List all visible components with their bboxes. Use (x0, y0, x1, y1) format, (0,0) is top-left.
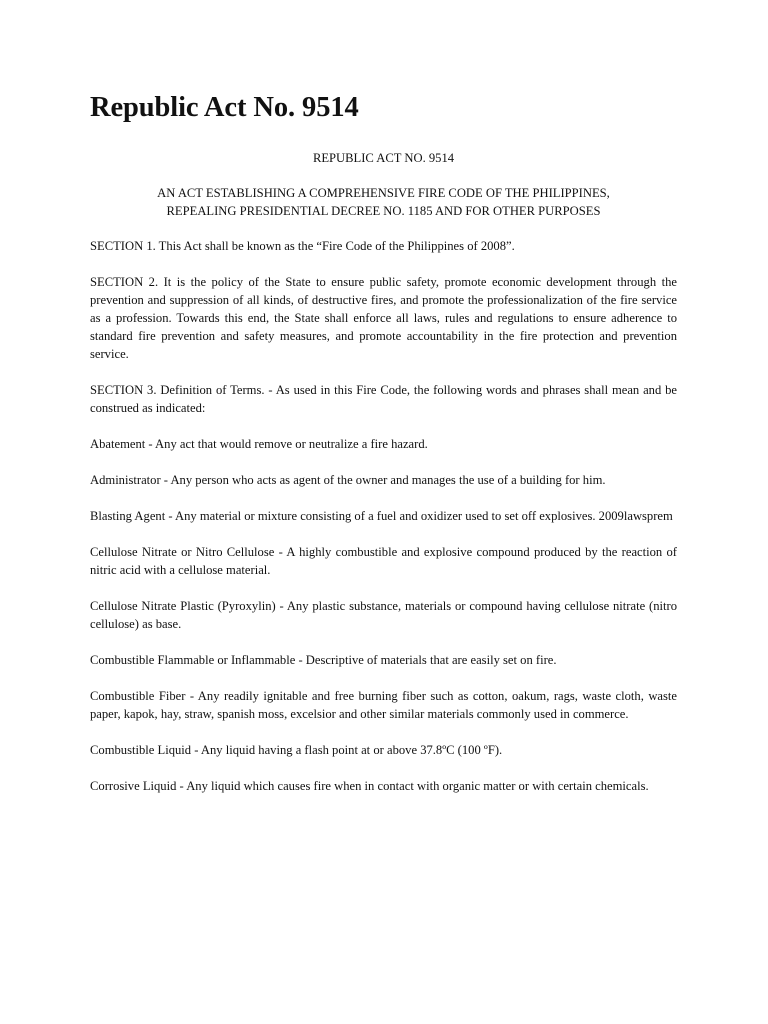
act-title-heading (90, 184, 677, 220)
section-2-paragraph: SECTION 2. It is the policy of the State to ensure public safety, promote economic development through the prevention and suppression of all kinds, of destructive fires, and promote the professionalization of the fire service as a profession. Towards this end, the State shall enforce all laws, rules and regulations to ensure adherence to standard fire prevention and safety measures, and promote accountability in the fire protection and prevention service. (90, 274, 677, 361)
document-title: Republic Act No. 9514 (90, 92, 359, 123)
act-title-line: REPEALING PRESIDENTIAL DECREE NO. 1185 AND FOR OTHER PURPOSES (166, 203, 601, 218)
definition-administrator: Administrator - Any person who acts as agent of the owner and manages the use of a building for him. (90, 472, 606, 487)
definition-combustible-flammable: Combustible Flammable or Inflammable - Descriptive of materials that are easily set on fire. (90, 652, 557, 667)
section-1-paragraph: SECTION 1. This Act shall be known as the “Fire Code of the Philippines of 2008”. (90, 238, 515, 253)
section-3-paragraph: SECTION 3. Definition of Terms. - As used in this Fire Code, the following words and phrases shall mean and be construed as indicated: (90, 382, 677, 415)
definition-cellulose-nitrate: Cellulose Nitrate or Nitro Cellulose - A highly combustible and explosive compound produced by the reaction of nitric acid with a cellulose material. (90, 544, 677, 577)
act-title-line: AN ACT ESTABLISHING A COMPREHENSIVE FIRE CODE OF THE PHILIPPINES, (157, 185, 610, 200)
definition-abatement: Abatement - Any act that would remove or neutralize a fire hazard. (90, 436, 428, 451)
definition-blasting-agent: Blasting Agent - Any material or mixture consisting of a fuel and oxidizer used to set off explosives. 2009lawsprem (90, 508, 673, 523)
definition-combustible-fiber: Combustible Fiber - Any readily ignitable and free burning fiber such as cotton, oakum, rags, waste cloth, waste paper, kapok, hay, straw, spanish moss, excelsior and other similar materials commonly used in commerce. (90, 688, 677, 721)
act-number-heading: REPUBLIC ACT NO. 9514 (312, 150, 455, 165)
definition-combustible-liquid: Combustible Liquid - Any liquid having a flash point at or above 37.8ºC (100 ºF). (90, 742, 503, 757)
definition-cellulose-nitrate-plastic: Cellulose Nitrate Plastic (Pyroxylin) - Any plastic substance, materials or compound having cellulose nitrate (nitro cellulose) as base. (90, 598, 677, 631)
document-page (90, 92, 677, 813)
definition-corrosive-liquid: Corrosive Liquid - Any liquid which causes fire when in contact with organic matter or with certain chemicals. (90, 778, 649, 793)
